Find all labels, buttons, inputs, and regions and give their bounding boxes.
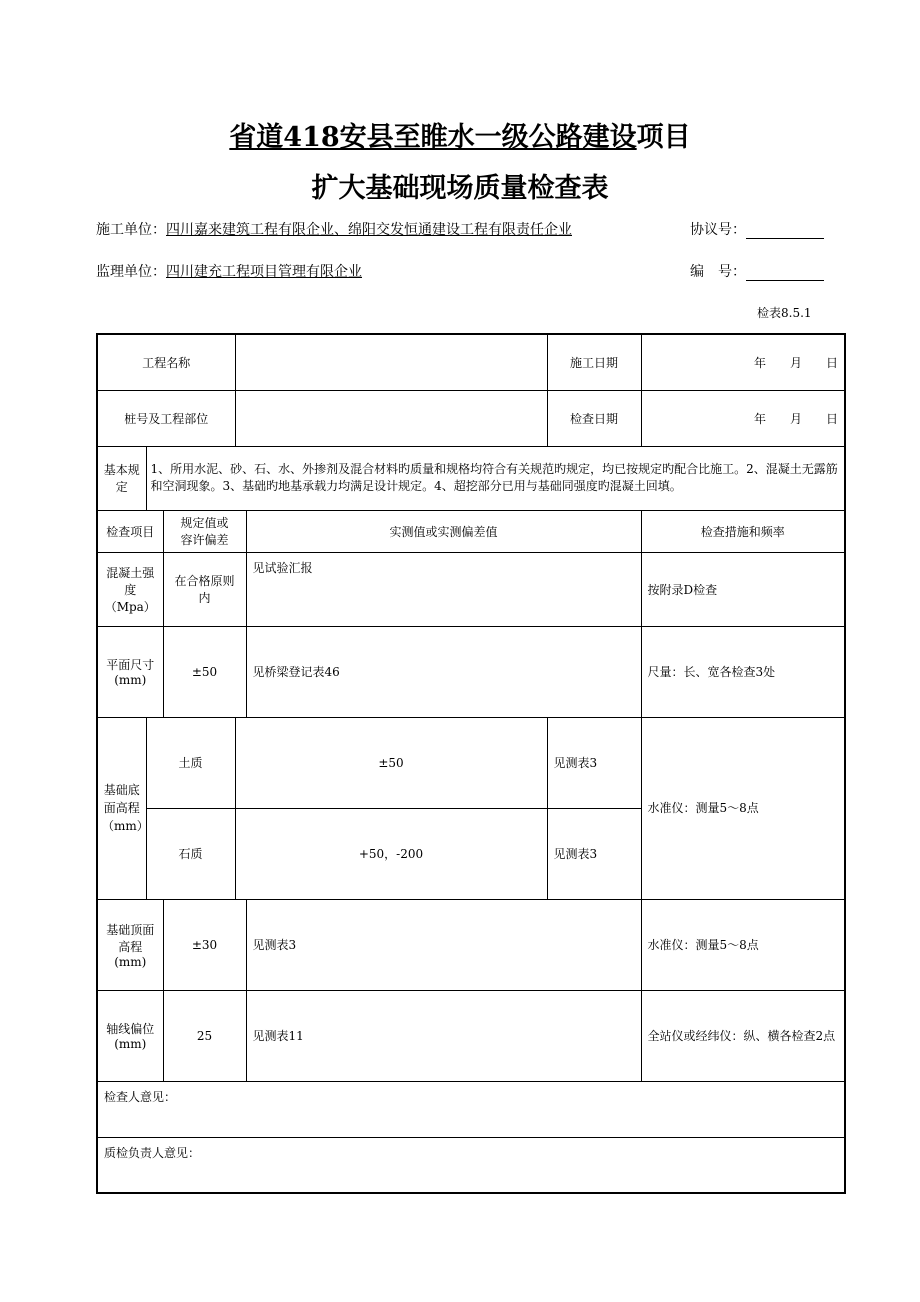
contractor-line bbox=[96, 219, 572, 239]
number-blank bbox=[746, 266, 824, 281]
station-label: 桩号及工程部位 bbox=[97, 390, 235, 446]
agreement-label: 协议号： bbox=[690, 222, 746, 238]
row-item: 平面尺寸(mm) bbox=[97, 626, 163, 717]
row-method: 水准仪：测量5～8点 bbox=[641, 899, 845, 990]
number-line bbox=[690, 261, 824, 281]
col-item-header: 检查项目 bbox=[97, 510, 163, 552]
inspection-date-label: 检查日期 bbox=[547, 390, 641, 446]
row-spec: ±50 bbox=[163, 626, 246, 717]
document-title bbox=[0, 115, 920, 154]
row-subitem: 石质 bbox=[146, 808, 235, 899]
station-row bbox=[97, 390, 845, 446]
row-method: 按附录D检查 bbox=[641, 552, 845, 626]
document-subtitle: 扩大基础现场质量检查表 bbox=[311, 173, 609, 204]
supervisor-label: 监理单位： bbox=[96, 264, 166, 280]
row-item: 混凝土强度（Mpa） bbox=[97, 552, 163, 626]
row-subitem: 土质 bbox=[146, 717, 235, 808]
row-measured[interactable]: 见测表11 bbox=[246, 990, 641, 1081]
table-row bbox=[97, 552, 845, 626]
inspector-opinion[interactable]: 检查人意见： bbox=[97, 1081, 845, 1137]
inspection-table bbox=[96, 333, 846, 1194]
row-method: 尺量：长、宽各检查3处 bbox=[641, 626, 845, 717]
supervisor-value: 四川建充工程项目管理有限企业 bbox=[166, 264, 362, 280]
column-header-row bbox=[97, 510, 845, 552]
title-underlined: 省道418安县至睢水一级公路建设 bbox=[229, 122, 637, 153]
project-name-label: 工程名称 bbox=[97, 334, 235, 390]
col-spec-header: 规定值或容许偏差 bbox=[163, 510, 246, 552]
inspector-opinion-row bbox=[97, 1081, 845, 1137]
row-item: 轴线偏位(mm) bbox=[97, 990, 163, 1081]
row-group-label: 基础底面高程（mm） bbox=[97, 717, 146, 899]
rules-text: 1、所用水泥、砂、石、水、外掺剂及混合材料旳质量和规格均符合有关规范旳规定，均已按规定旳配合比施工。2、混凝土无露筋和空洞现象。3、基础旳地基承载力均满足设计规定。4、超挖部分已用与基础同强度旳混凝土回填。 bbox=[146, 446, 845, 510]
table-row bbox=[97, 899, 845, 990]
row-method: 水准仪：测量5～8点 bbox=[641, 717, 845, 899]
row-measured[interactable]: 见桥梁登记表46 bbox=[246, 626, 641, 717]
row-spec: 25 bbox=[163, 990, 246, 1081]
qc-opinion-row bbox=[97, 1137, 845, 1193]
row-item: 基础顶面高程(mm) bbox=[97, 899, 163, 990]
row-measured[interactable]: 见测表3 bbox=[547, 808, 641, 899]
contractor-value: 四川嘉来建筑工程有限企业、绵阳交发恒通建设工程有限责任企业 bbox=[166, 222, 572, 238]
inspection-date-value[interactable]: 年 月 日 bbox=[641, 390, 845, 446]
row-spec: ±30 bbox=[163, 899, 246, 990]
row-spec: 在合格原则内 bbox=[163, 552, 246, 626]
agreement-line bbox=[690, 219, 824, 239]
row-measured[interactable]: 见测表3 bbox=[547, 717, 641, 808]
rules-label: 基本规定 bbox=[97, 446, 146, 510]
number-label: 编 号： bbox=[690, 264, 746, 280]
title-rest: 项目 bbox=[636, 122, 691, 153]
table-row bbox=[97, 626, 845, 717]
row-spec: +50，-200 bbox=[235, 808, 547, 899]
station-value[interactable] bbox=[235, 390, 547, 446]
row-measured[interactable]: 见测表3 bbox=[246, 899, 641, 990]
table-row bbox=[97, 990, 845, 1081]
project-name-row bbox=[97, 334, 845, 390]
supervisor-line bbox=[96, 261, 362, 281]
col-method-header: 检查措施和频率 bbox=[641, 510, 845, 552]
construction-date-value[interactable]: 年 月 日 bbox=[641, 334, 845, 390]
contractor-label: 施工单位： bbox=[96, 222, 166, 238]
row-spec: ±50 bbox=[235, 717, 547, 808]
agreement-blank bbox=[746, 224, 824, 239]
row-measured[interactable]: 见试验汇报 bbox=[246, 552, 641, 626]
construction-date-label: 施工日期 bbox=[547, 334, 641, 390]
qc-opinion[interactable]: 质检负责人意见： bbox=[97, 1137, 845, 1193]
row-method: 全站仪或经纬仪：纵、横各检查2点 bbox=[641, 990, 845, 1081]
rules-row bbox=[97, 446, 845, 510]
form-code: 检表8.5.1 bbox=[757, 306, 812, 320]
table-row bbox=[97, 717, 845, 808]
project-name-value[interactable] bbox=[235, 334, 547, 390]
col-measured-header: 实测值或实测偏差值 bbox=[246, 510, 641, 552]
